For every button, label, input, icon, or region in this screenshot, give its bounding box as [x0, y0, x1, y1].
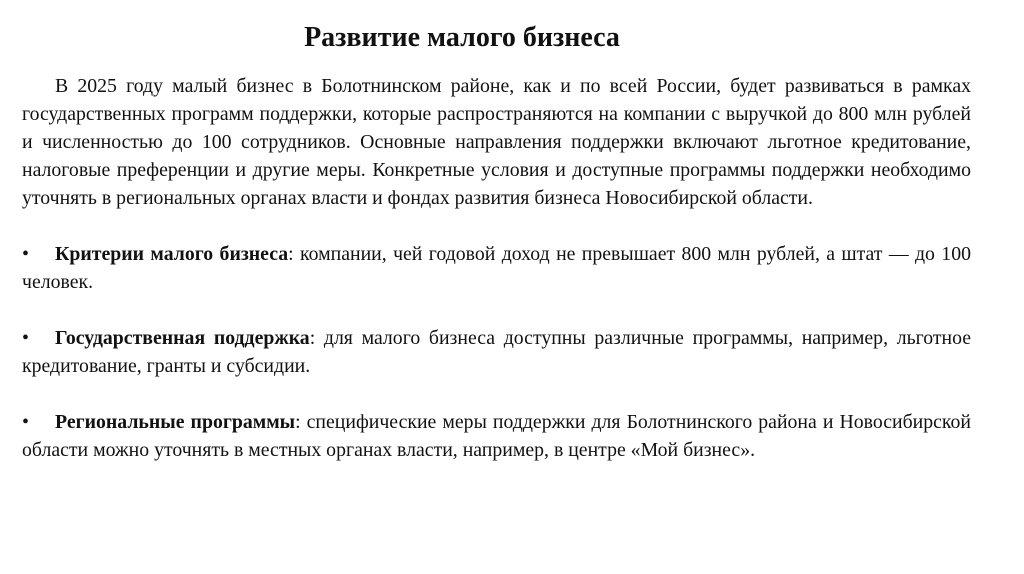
bullet-text: : компании, чей годовой доход не превышает 800 млн рублей, а штат — до 100 человек.: [22, 243, 971, 293]
bullet-marker: •: [22, 327, 29, 349]
bullet-heading: Региональные программы: [55, 411, 296, 433]
bullet-text: : для малого бизнеса доступны различные программы, например, льготное кредитование, гранты и субсидии.: [22, 327, 971, 377]
bullet-criteria: [22, 240, 971, 296]
page-title: Развитие малого бизнеса: [304, 22, 620, 53]
slide-content: [22, 72, 971, 464]
bullet-marker: •: [22, 411, 29, 433]
intro-paragraph: В 2025 году малый бизнес в Болотнинском районе, как и по всей России, будет развиваться в рамках государственных программ поддержки, которые распространяются на компании с выручкой до 800 млн рублей и численностью до 100 сотрудников. Основные направления поддержки включают льготное кредитование, налоговые преференции и другие меры. Конкретные условия и доступные программы поддержки необходимо уточнять в региональных органах власти и фондах развития бизнеса Новосибирской области.: [22, 75, 971, 209]
bullet-state-support: [22, 324, 971, 380]
bullet-regional-programs: [22, 408, 971, 464]
bullet-heading: Государственная поддержка: [55, 327, 310, 349]
bullet-marker: •: [22, 243, 29, 265]
bullet-text: : специфические меры поддержки для Болотнинского района и Новосибирской области можно уточнять в местных органах власти, например, в центре «Мой бизнес».: [22, 411, 971, 461]
bullet-heading: Критерии малого бизнеса: [55, 243, 289, 265]
